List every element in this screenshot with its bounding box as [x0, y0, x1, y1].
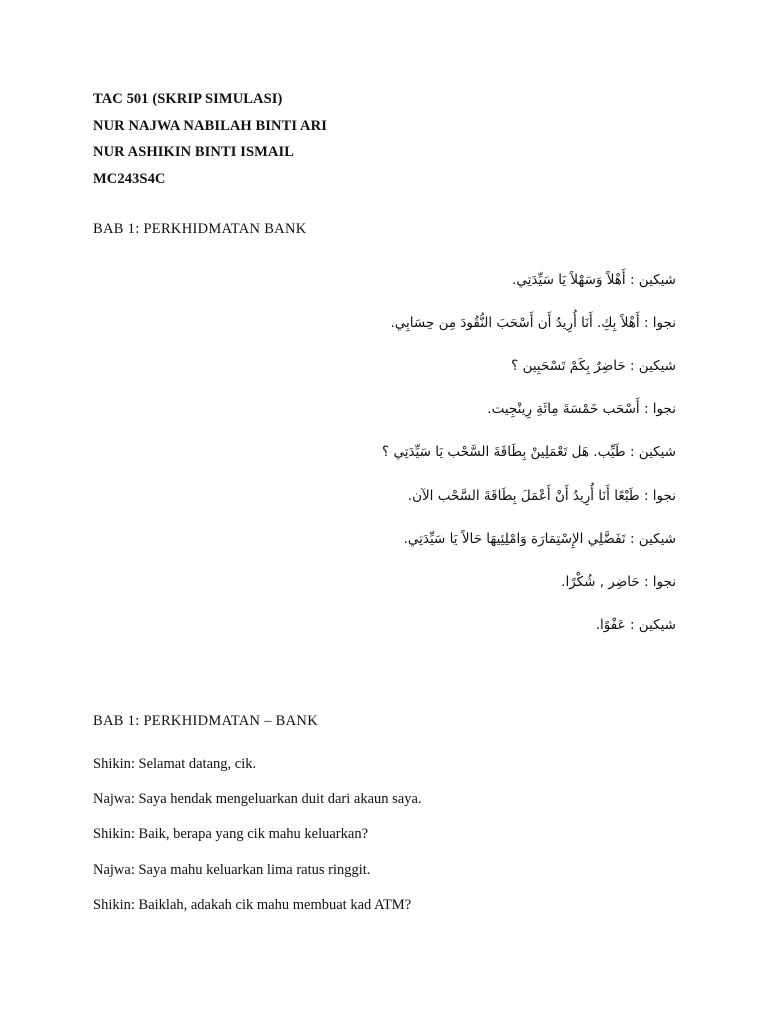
dialogue-line	[300, 517, 676, 560]
dialogue-line	[300, 431, 676, 474]
dialogue-line: Najwa: Saya hendak mengeluarkan duit dari akaun saya.	[93, 791, 422, 808]
dialogue-text: نجوا : طَبْعًا أَنَا أُرِيدُ أَنْ أَعْمَلَ بِطَاقَةَ السَّحْب الآن.	[407, 487, 676, 504]
dialogue-text: شيكين : حَاضِرٌ بِكَمْ تَسْحَبِين ؟	[511, 357, 676, 374]
arabic-dialogue	[300, 258, 676, 647]
malay-dialogue	[93, 747, 713, 923]
dialogue-text: نجوا : أَسْحَب خَمْسَةَ مِائَةِ رِينْجِيت.	[487, 401, 676, 418]
dialogue-text: نجوا : أَهْلاً بِكِ. أَنَا أُرِيدُ أَن أَسْحَبَ النُّقُودَ مِن حِسَابِي.	[390, 314, 676, 331]
dialogue-text: نجوا : حَاضِر , شُكْرًا.	[561, 573, 676, 590]
dialogue-line	[300, 560, 676, 603]
dialogue-line	[300, 604, 676, 647]
dialogue-line: Shikin: Selamat datang, cik.	[93, 756, 257, 772]
course-code: TAC 501 (SKRIP SIMULASI)	[93, 91, 283, 107]
dialogue-line	[300, 344, 676, 387]
section-2-title: BAB 1: PERKHIDMATAN – BANK	[93, 713, 318, 729]
author-name-1: NUR NAJWA NABILAH BINTI ARI	[93, 117, 327, 134]
dialogue-line	[300, 258, 676, 301]
dialogue-line	[300, 301, 676, 344]
group-code: MC243S4C	[93, 170, 166, 187]
dialogue-text: شيكين : عَفْوًا.	[595, 617, 676, 634]
dialogue-line	[300, 474, 676, 517]
dialogue-text: شيكين : تَفَضَّلِي الإِسْتِمَارَة وَامْلِئِيهَا حَالاً يَا سَيِّدَتِي.	[403, 530, 676, 547]
author-name-2: NUR ASHIKIN BINTI ISMAIL	[93, 144, 295, 160]
section-1-title: BAB 1: PERKHIDMATAN BANK	[93, 221, 307, 237]
dialogue-line: Najwa: Saya mahu keluarkan lima ratus ringgit.	[93, 861, 371, 878]
dialogue-line	[300, 388, 676, 431]
dialogue-text: شيكين : أَهْلاً وَسَهْلاً يَا سَيِّدَتِي.	[512, 271, 676, 288]
dialogue-text: شيكين : طَيِّب. هَل تَعْمَلِينْ بِطَاقَةَ السَّحْب يَا سَيِّدَتِي ؟	[382, 444, 676, 461]
dialogue-line: Shikin: Baiklah, adakah cik mahu membuat kad ATM?	[93, 896, 412, 913]
dialogue-line: Shikin: Baik, berapa yang cik mahu keluarkan?	[93, 826, 369, 843]
document-header	[93, 86, 693, 192]
